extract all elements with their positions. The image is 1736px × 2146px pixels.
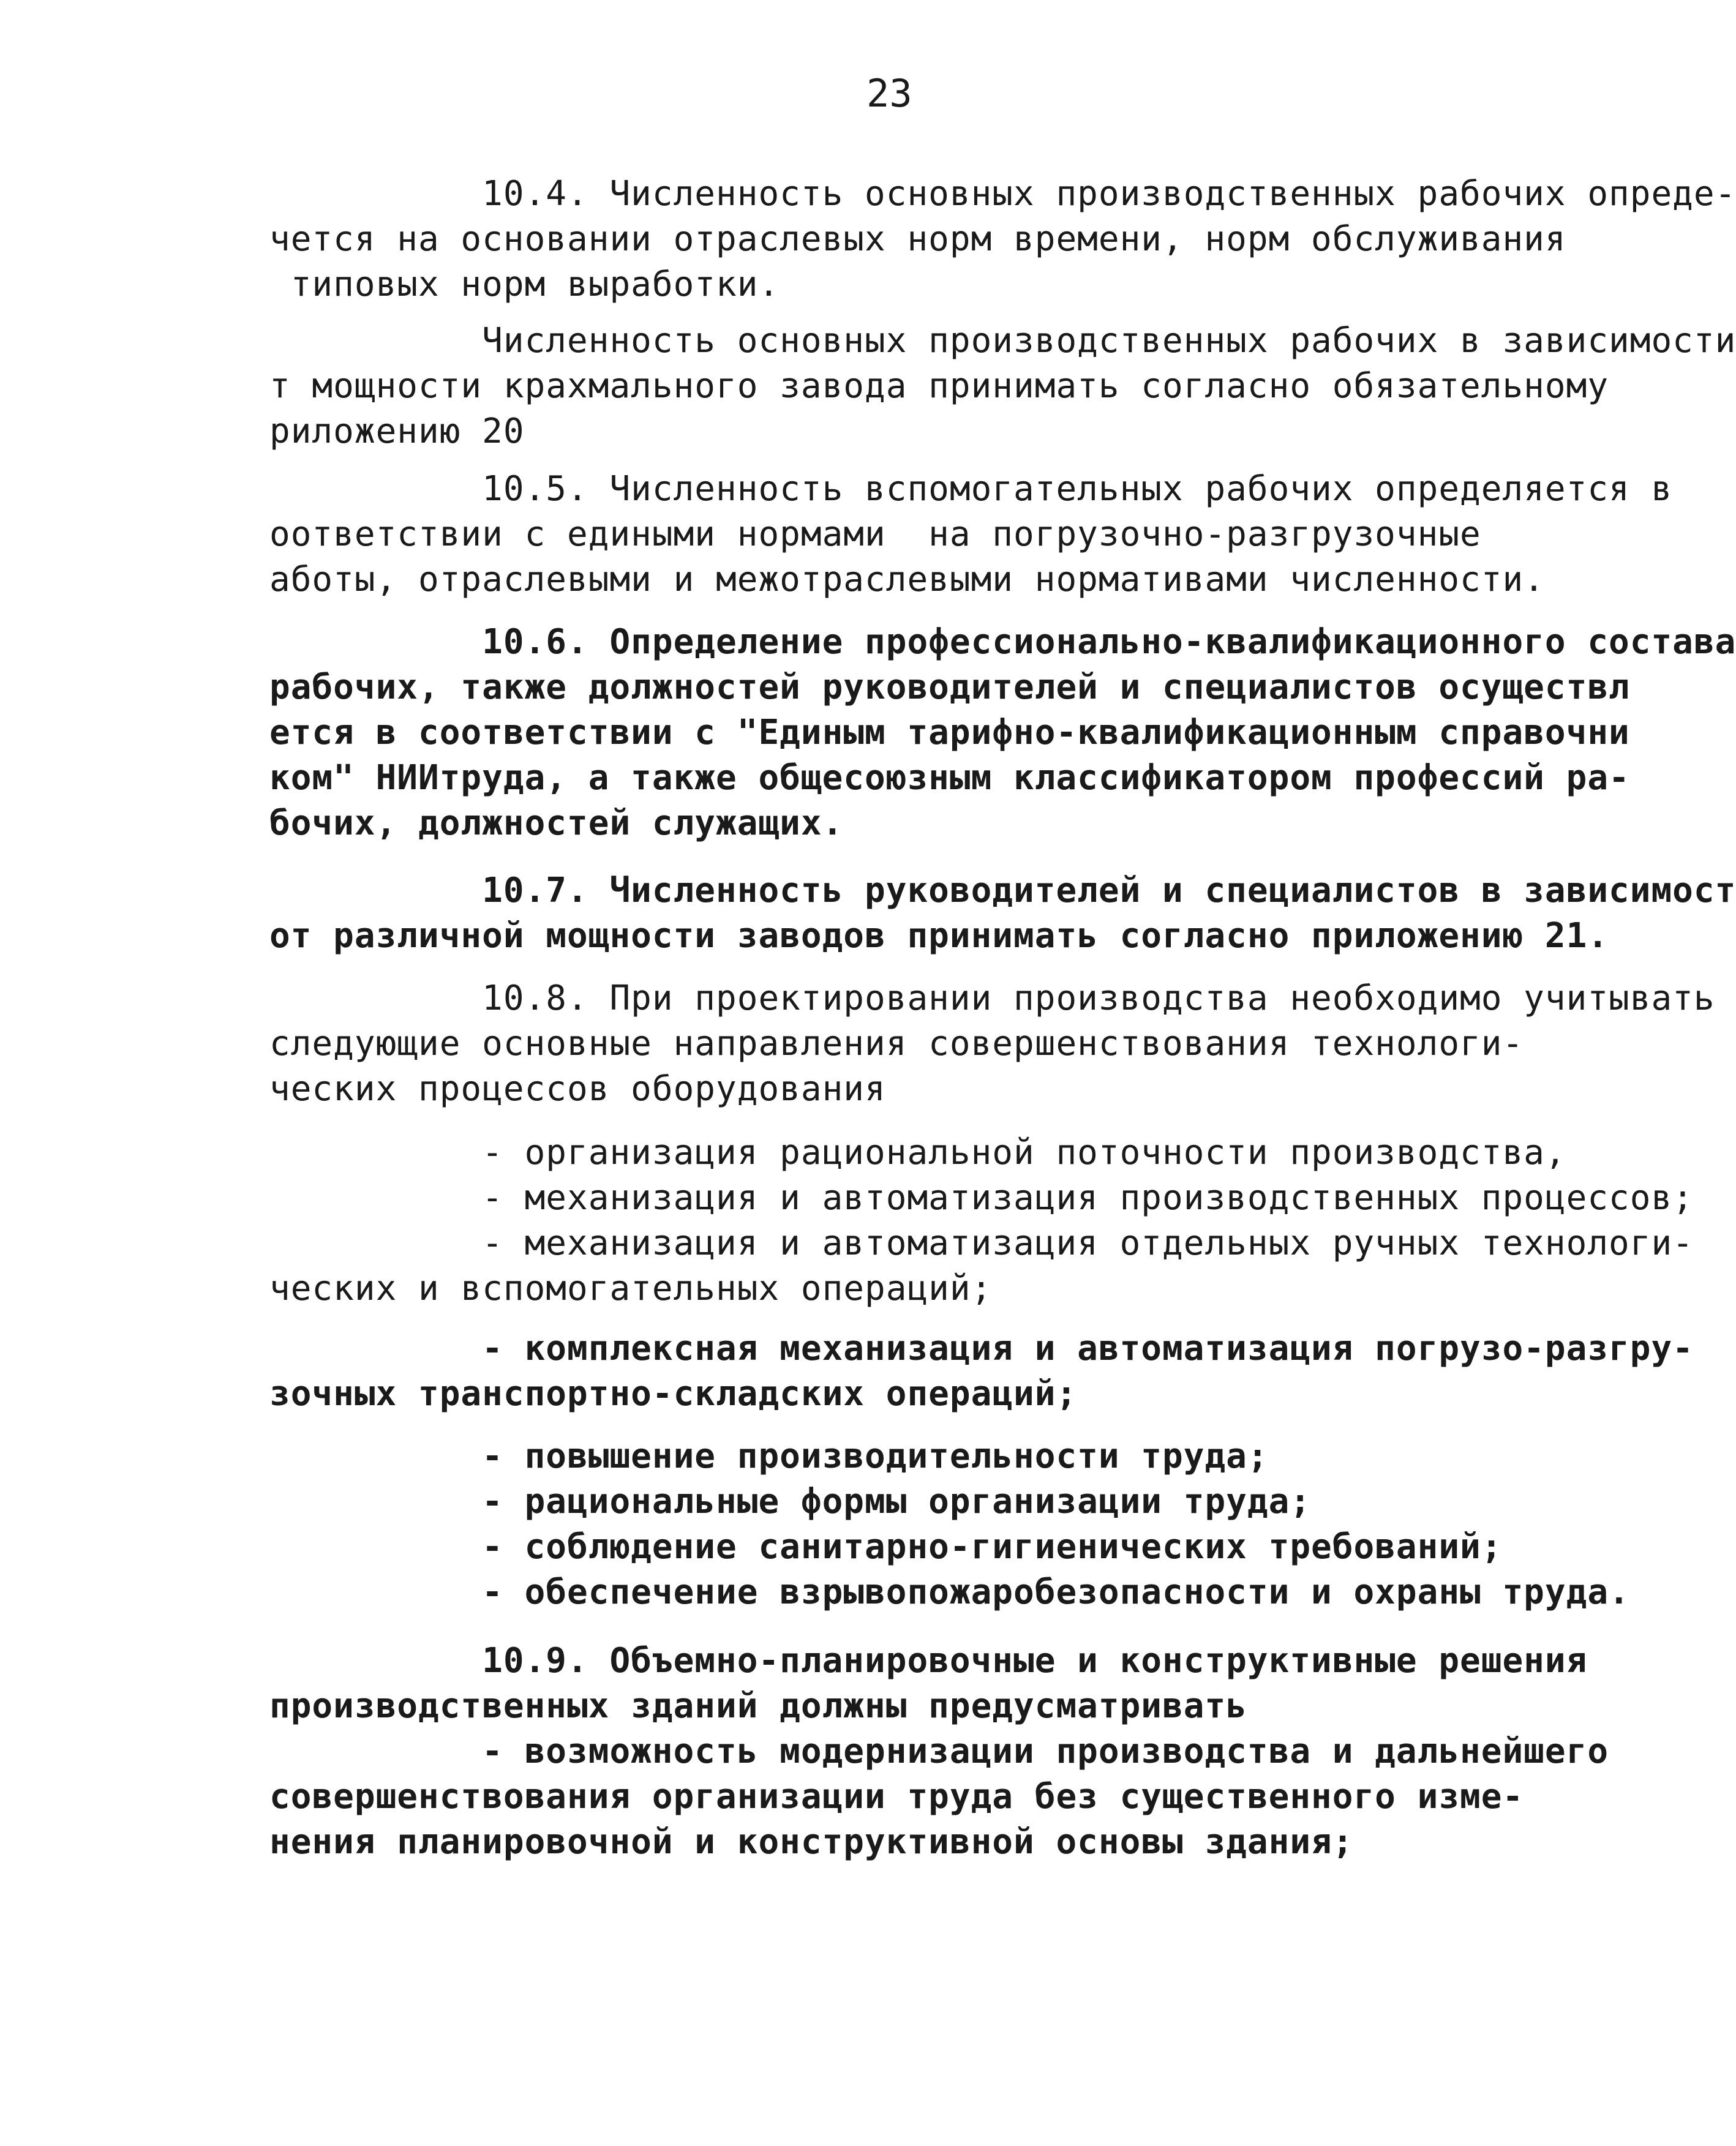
paragraph-10-9: 10.9. Объемно-планировочные и конструктивные решения производственных зданий должны предусматривать - возможность модернизации производства и дальнейшего совершенствования организации труда без существенного изме- нения планировочной и конструктивной основы здания;	[269, 1641, 1609, 1862]
paragraph-workers-count: Численность основных производственных рабочих в зависимости т мощности крахмального завода принимать согласно обязательному риложению 20	[269, 321, 1736, 451]
paragraph-10-8: 10.8. При проектировании производства необходимо учитывать следующие основные направления совершенствования технологи- ческих процессов оборудования	[269, 978, 1715, 1109]
paragraph-10-4: 10.4. Численность основных производственных рабочих опреде- чется на основании отраслевых норм времени, норм обслуживания типовых норм выработки.	[269, 174, 1736, 304]
list-directions-c: - повышение производительности труда; - рациональные формы организации труда; - соблюдение санитарно-гигиенических требований; - обеспечение взрывопожаробезопасности и охраны труда.	[482, 1436, 1630, 1612]
paragraph-10-7: 10.7. Численность руководителей и специалистов в зависимост от различной мощности заводов принимать согласно приложению 21.	[269, 871, 1736, 956]
paragraph-10-5: 10.5. Численность вспомогательных рабочих определяется в оответствии с едиными нормами на погрузочно-разгрузочные аботы, отраслевыми и межотраслевыми нормативами численности.	[269, 469, 1673, 599]
paragraph-10-6: 10.6. Определение профессионально-квалификационного состава рабочих, также должностей руководителей и специалистов осуществл ется в соответствии с "Единым тарифно-квалификационным справочни ком" НИИтруда, а также общесоюзным классификатором профессий ра- бочих, должностей служащих.	[269, 622, 1736, 843]
list-directions-a: - организация рациональной поточности производства, - механизация и автоматизация производственных процессов; - механизация и автоматизация отдельных ручных технологи- ческих и вспомогательных операций;	[269, 1133, 1694, 1308]
page-number: 23	[866, 71, 912, 116]
list-directions-b: - комплексная механизация и автоматизация погрузо-разгру- зочных транспортно-складских операций;	[269, 1329, 1694, 1414]
